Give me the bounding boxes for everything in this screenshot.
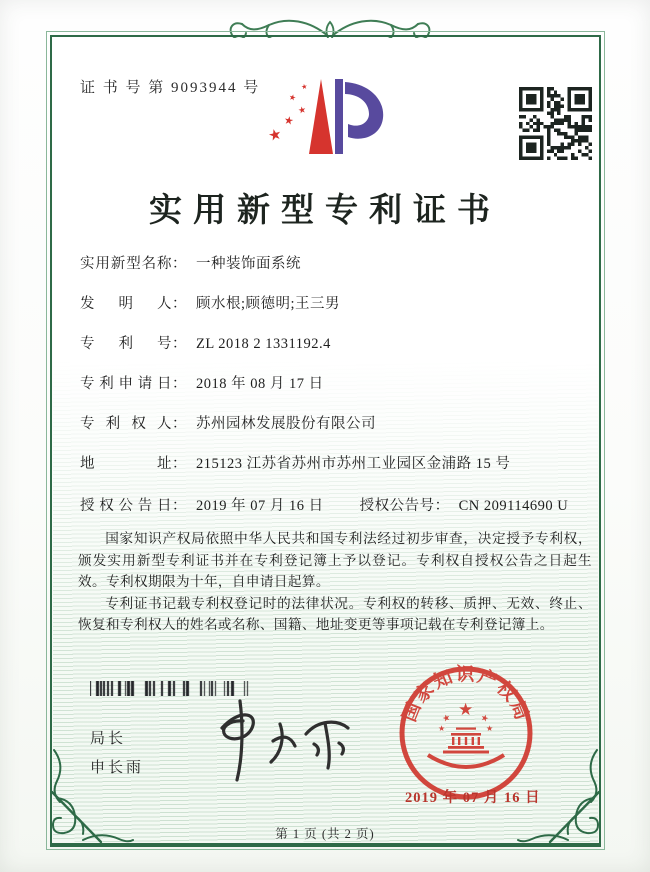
svg-text:★: ★ bbox=[438, 724, 446, 733]
svg-text:★: ★ bbox=[282, 113, 295, 128]
signature-icon bbox=[196, 694, 356, 786]
commissioner-name: 申长雨 bbox=[90, 760, 145, 776]
field-colon: ： bbox=[172, 336, 187, 352]
field-value: 顾水根;顾德明;王三男 bbox=[196, 296, 341, 312]
field-row-filing-date bbox=[80, 372, 594, 396]
qr-code bbox=[519, 87, 592, 160]
grant-row bbox=[80, 494, 594, 515]
field-row-patentee bbox=[80, 412, 594, 436]
field-label: 专利申请日 bbox=[80, 376, 172, 392]
field-label: 实用新型名称 bbox=[80, 256, 172, 272]
certificate-title: 实用新型专利证书 bbox=[149, 193, 501, 229]
field-row-inventor bbox=[80, 292, 594, 316]
page-footer: 第 1 页 (共 2 页) bbox=[275, 827, 375, 841]
seal-text: 国家知识产权局 bbox=[400, 665, 532, 725]
legal-paragraph-1: 国家知识产权局依照中华人民共和国专利法经过初步审查，决定授予专利权，颁发实用新型专利证书并在专利登记簿上予以登记。专利权自授权公告之日起生效。专利权期限为十年，自申请日起算。 bbox=[78, 531, 592, 589]
legal-text bbox=[78, 528, 592, 636]
field-colon: ： bbox=[172, 416, 187, 432]
field-label: 专利权人 bbox=[80, 416, 172, 432]
commissioner-title: 局长 bbox=[90, 731, 127, 747]
field-label: 专利号 bbox=[80, 336, 172, 352]
svg-text:★: ★ bbox=[458, 700, 474, 720]
svg-text:★: ★ bbox=[287, 92, 298, 103]
svg-text:★: ★ bbox=[479, 712, 490, 725]
certificate-number: 证 书 号 第 9093944 号 bbox=[80, 80, 261, 96]
field-label: 发明人 bbox=[80, 296, 172, 312]
svg-text:★: ★ bbox=[266, 124, 284, 146]
cnipa-seal-icon bbox=[396, 663, 536, 803]
field-row-address bbox=[80, 452, 594, 476]
field-colon: ： bbox=[172, 256, 187, 272]
grant-no-label: 授权公告号 bbox=[359, 498, 435, 514]
field-colon: ： bbox=[434, 498, 450, 514]
field-list bbox=[80, 252, 594, 515]
field-colon: ： bbox=[172, 376, 187, 392]
field-value: 苏州园林发展股份有限公司 bbox=[196, 416, 376, 432]
field-value: 215123 江苏省苏州市苏州工业园区金浦路 15 号 bbox=[196, 456, 511, 472]
cnipa-logo-icon bbox=[258, 74, 398, 170]
grant-date-value: 2019 年 07 月 16 日 bbox=[196, 498, 324, 514]
field-row-name bbox=[80, 252, 594, 276]
national-emblem-icon bbox=[428, 700, 504, 767]
field-value: 一种装饰面系统 bbox=[196, 256, 301, 272]
svg-text:★: ★ bbox=[297, 105, 308, 117]
field-colon: ： bbox=[172, 498, 187, 514]
svg-text:★: ★ bbox=[486, 724, 494, 733]
legal-paragraph-2: 专利证书记载专利权登记时的法律状况。专利权的转移、质押、无效、终止、恢复和专利权人的姓名或名称、国籍、地址变更等事项记载在专利登记簿上。 bbox=[78, 595, 592, 632]
field-colon: ： bbox=[172, 296, 187, 312]
field-value: ZL 2018 2 1331192.4 bbox=[196, 336, 331, 352]
field-label: 地址 bbox=[80, 456, 172, 472]
field-row-patent-no bbox=[80, 332, 594, 356]
svg-text:★: ★ bbox=[441, 712, 453, 725]
field-value: 2018 年 08 月 17 日 bbox=[196, 376, 324, 392]
grant-date-label: 授权公告日 bbox=[80, 498, 172, 514]
seal-date: 2019 年 07 月 16 日 bbox=[405, 790, 541, 806]
field-colon: ： bbox=[172, 456, 187, 472]
svg-text:★: ★ bbox=[300, 82, 308, 92]
grant-no-value: CN 209114690 U bbox=[458, 498, 569, 514]
